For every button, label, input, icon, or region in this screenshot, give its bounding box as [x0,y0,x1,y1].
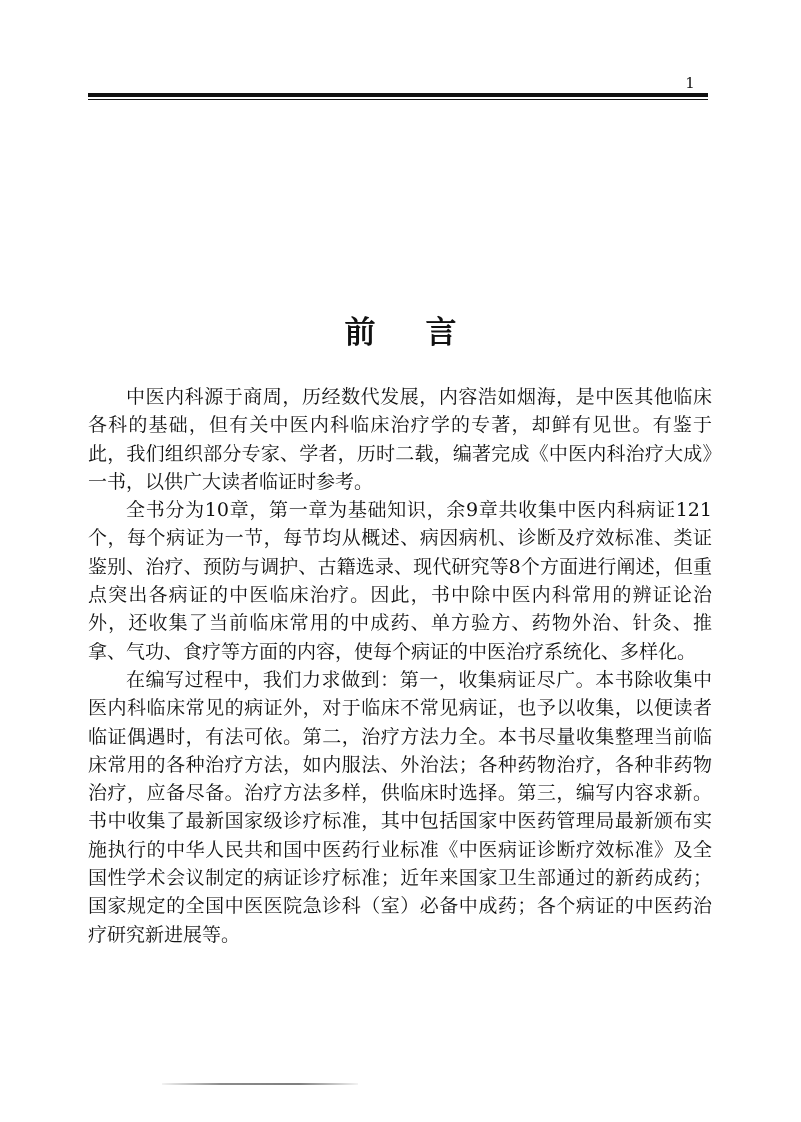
page-title: 前言 [344,314,507,351]
paragraph-principles: 在编写过程中，我们力求做到：第一，收集病证尽广。本书除收集中医内科临床常见的病证外，对于临床不常见病证，也予以收集，以便读者临证偶遇时，有法可依。第二，治疗方法力全。本书尽量收集整理当前临床常用的各种治疗方法，如内服法、外治法；各种药物治疗，各种非药物治疗，应备尽备。治疗方法多样，供临床时选择。第三，编写内容求新。书中收集了最新国家级诊疗标准，其中包括国家中医药管理局最新颁布实施执行的中华人民共和国中医药行业标准《中医病证诊断疗效标准》及全国性学术会议制定的病证诊疗标准；近年来国家卫生部通过的新药成药；国家规定的全国中医医院急诊科（室）必备中成药；各个病证的中医药治疗研究新进展等。 [88,668,712,946]
header-rule-thick [88,93,708,97]
header-rule-thin [88,99,708,100]
paragraph-intro: 中医内科源于商周，历经数代发展，内容浩如烟海，是中医其他临床各科的基础，但有关中医内科临床治疗学的专著，却鲜有见世。有鉴于此，我们组织部分专家、学者，历时二载，编著完成《中医内科治疗大成》一书，以供广大读者临证时参考。 [88,386,712,493]
preface-body [88,383,712,949]
paragraph-structure: 全书分为10章，第一章为基础知识，余9章共收集中医内科病证121个，每个病证为一节，每节均从概述、病因病机、诊断及疗效标准、类证鉴别、治疗、预防与调护、古籍选录、现代研究等8个方面进行阐述，但重点突出各病证的中医临床治疗。因此，书中除中医内科常用的辨证论治外，还收集了当前临床常用的中成药、单方验方、药物外治、针灸、推拿、气功、食疗等方面的内容，使每个病证的中医治疗系统化、多样化。 [88,499,712,663]
page-number: 1 [685,74,695,92]
footer-scan-mark [162,1083,358,1085]
